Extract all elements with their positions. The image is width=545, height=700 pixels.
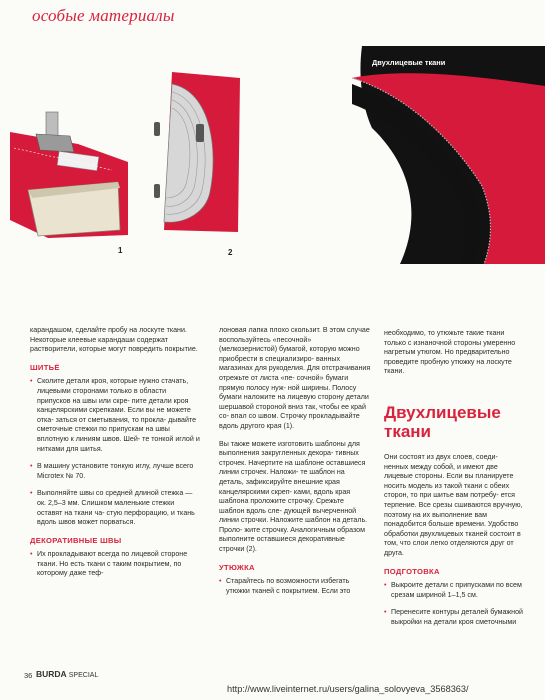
col1-heading-sewing: ШИТЬЁ [30,362,60,372]
col2-heading-ironing: УТЮЖКА [219,562,255,572]
footer-brand-suffix: SPECIAL [68,672,99,679]
col3-big-heading [384,403,524,441]
col2-bullet-1: • Старайтесь по возможности избегать утюжки тканей с покрытием. Если это [219,577,371,596]
figure-1-sewing-illustration [8,110,130,245]
section-title: особые материалы [32,6,175,25]
col3-heading-preparation: ПОДГОТОВКА [384,566,440,576]
col1-bullet-2: • В машину установите тонкую иглу, лучше всего Microtex № 70. [30,462,200,481]
col1-bullet-3: • Выполняйте швы со средней длиной стежка — ок. 2,5–3 мм. Слишком маленькие стежки оставят на ткани ча- стую перфорацию, и ткань вдоль швов может порваться. [30,489,200,527]
footer-brand [36,669,98,679]
column-2 [219,326,371,604]
footer-url: http://www.liveinternet.ru/users/galina_solovyeva_3568363/ [227,684,469,694]
col1-bullet-1: • Сколите детали кроя, которые нужно стачать, лицевыми сторонами только в области припусков на швы или скре- пите детали кроя канцелярскими скрепками. Если вы не можете отка- заться от сметывания, то прокла- дывайте сметочные стежки по припускам на швы вплотную к линиям швов. Шей- те тонкой иглой и нитками для шитья. [30,377,200,454]
col3-big-heading-line-1: Двухлицевые [384,402,501,422]
figure-1-number: 1 [118,246,123,255]
col2-paragraph-1: лоновая лапка плохо скользит. В этом случае воспользуйтесь «песочной» (мелкозернистой) бумагой, которую можно приобрести в специализиро- ванных магазинах для рукоделия. Для отстрачивания отрежьте от листа «пе- сочной» бумаги прямую полосу нуж- ной ширины. Полосу бумаги наложите на лицевую сторону детали шершавой стороной вниз так, чтобы ее край со- впал со швом. Строчку прокладывайте вдоль другого края (1). [219,326,371,430]
col3-bullet-1: • Выкроите детали с припусками по всем срезам шириной 1–1,5 см. [384,581,524,600]
col1-heading-decorative: ДЕКОРАТИВНЫЕ ШВЫ [30,535,122,545]
column-3 [384,329,524,635]
col3-paragraph-2: Они состоят из двух слоев, соеди- ненных между собой, и имеют две лицевые стороны. Если вы планируете носить модель из такой ткани с обеих сторон, то при шитье вам потребу- ется терпение. Все срезы сшиваются вручную, поэтому на их выполнение вам понадобится больше времени. Удобство обработки двухлицевых тканей состоит в том, что слои легко отделяются друг от друга. [384,452,523,557]
figure-3-label: Двухлицевые ткани [372,58,446,67]
col1-bullet-4: • Их прокладывают всегда по лицевой стороне ткани. Но есть ткани с таким покрытием, по которому даже теф- [30,550,200,579]
footer-brand-name: BURDA [36,669,67,679]
col3-paragraph-1: необходимо, то утюжьте такие ткани только с изнаночной стороны умеренно нагретым утюгом. Но предварительно проведите пробную утюжку на лоскуте ткани. [384,329,516,376]
col3-big-heading-line-2: ткани [384,421,432,441]
col1-intro: карандашом, сделайте пробу на лоскуте ткани. Некоторые клеевые карандаши содержат растворители, которые могут повредить покрытие. [30,326,198,354]
col2-paragraph-2: Вы также можете изготовить шаблоны для выполнения закругленных декора- тивных строчек. Начертите на шаблоне оставшиеся линии строчек. Наложи- те шаблон на деталь, зафиксируйте внешние края канцелярскими скреп- ками, вдоль края шаблона проложите строчку. Срежьте шаблон вдоль сле- дующей вычерченной линии строчки. Наложите шаблон на деталь. Проло- жите строчку. Аналогичным образом выполните оставшиеся декоративные строчки (2). [219,439,368,554]
figure-2-template-illustration [146,72,244,237]
figure-2-number: 2 [228,248,233,257]
page-number: 36 [24,671,33,680]
column-1 [30,326,200,587]
figure-3-double-faced-fabric [352,46,545,264]
col3-bullet-2: • Перенесите контуры деталей бумажной выкройки на детали кроя сметочными [384,608,524,627]
